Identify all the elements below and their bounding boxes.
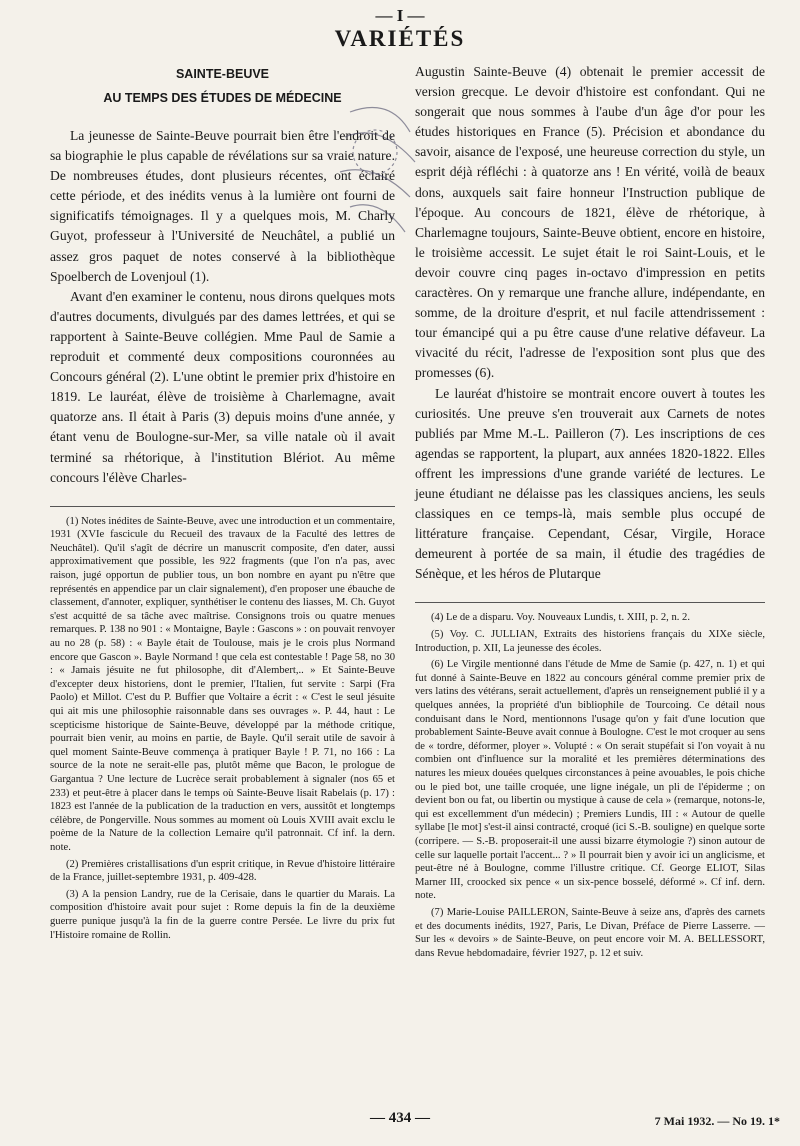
article-title-line2: AU TEMPS DES ÉTUDES DE MÉDECINE: [103, 91, 342, 105]
footnote: (5) Voy. C. JULLIAN, Extraits des historiens français du XIXe siècle, Introduction, p. XII, La jeunesse des écoles.: [415, 629, 765, 654]
left-column: [50, 62, 395, 944]
footnote: (6) Le Virgile mentionné dans l'étude de Mme de Samie (p. 427, n. 1) et qui fut donné à Sainte-Beuve en 1822 au concours général comme premier prix de vers latins des vétérans, serait actuellement, d'après un renseignement publié il y a quelques années, la propriété d'un bibliophile de Tourcoing. Ce détail nous conduisant dans le Nord, mentionnons l'usage qu'on y fait d'une locution que probablement Sainte-Beuve avait connue à Boulogne. C'est le mot croquer au sens de « tordre, déformer, ployer ». Volupté : « On serait stupéfait si l'on voyait à nu combien ont d'influence sur la moralité et les premières déterminations des natures les mieux douées quelques circonstances à peine avouables, le pois chiche ou le pied bot, une taille croquée, une ligne inégale, un pli de l'épiderme ; on devient bon ou fat, ou libertin ou mystique à cause de cela » (remarque, notons-le, qui est excellemment d'un médecin) ; Premiers Lundis, III : « Autour de quelle syllabe [le mot] s'est-il ainsi contracté, croqué (ici S.-B. souligne) en quelque sorte (corripere. — S.-B. proposerait-il une aussi bizarre étymologie ?) sinon autour de celle sur laquelle portait l'accent... ? » Il pourrait bien y avoir ici un anglicisme, et peut-être né à Boulogne, comme l'illustre critique. Cf. George ELIOT, Silas Marner III, croocked six pence « un six-pence bosselé, déformé ». Cf inf. dern. note.: [415, 659, 765, 902]
article-title: [50, 62, 395, 110]
footnote-rule: [415, 602, 765, 603]
body-paragraph: Le lauréat d'histoire se montrait encore ouvert à toutes les curiosités. Une preuve s'en trouverait aux Carnets de notes publiés par Mme M.-L. Pailleron (7). Les inscriptions de ces agendas se rapportent, la plupart, aux années 1820-1822. Elles offrent les impressions d'une grande variété de lectures. Le jeune étudiant ne délaisse pas les classiques anciens, les seuls classiques en ce temps-là, mais semble plus occupé de littérature française. Cependant, César, Virgile, Horace demeurent à portée de sa main, il étudie des tragédies de Sénèque, et les héros de Plutarque: [415, 385, 765, 582]
article-title-line1: SAINTE-BEUVE: [175, 67, 270, 81]
section-rubric: VARIÉTÉS: [334, 26, 466, 51]
bottom-folio: — 434 —: [370, 1110, 430, 1126]
body-paragraph: Augustin Sainte-Beuve (4) obtenait le premier accessit de version grecque. Le devoir d'histoire est confondant. Qui ne songerait que nous sommes à l'aube d'un âge d'or pour les études historiques en France (5). Précision et abondance du savoir, aisance de l'exposé, une heureuse correction du style, un esprit déjà réfléchi : à quatorze ans ! En vérité, voilà de beaux dons, auxquels sait faire honneur l'Instruction publique de l'époque. Au concours de 1821, élève de rhétorique, à Charlemagne toujours, Sainte-Beuve obtient, encore en histoire, le troisième accessit. Le sujet était le roi Saint-Louis, et le devoir couvre cinq pages in-octavo d'impression en petits caractères. On y remarque une franche allure, indépendante, en somme, de la droiture d'esprit, et nul facile attendrissement : tour émancipé qui a pu être cause d'une relative défaveur. La vivacité du récit, l'adresse de l'exposition sont plus que des promesses (6).: [415, 64, 765, 381]
top-folio: — I —: [375, 6, 425, 25]
body-paragraph: La jeunesse de Sainte-Beuve pourrait bien être l'endroit de sa biographie le plus capable de révélations sur sa vraie nature. De nombreuses études, dont plusieurs récentes, ont éclairé cette période, et des inédits venus à la lumière ont fourni de significatifs témoignages. Il y a quelques mois, M. Charly Guyot, professeur à l'Université de Neuchâtel, a publié un assez gros paquet de notes conservé à la bibliothèque Spoelberch de Lovenjoul (1).: [50, 128, 395, 284]
body-paragraph: Avant d'en examiner le contenu, nous dirons quelques mots d'autres documents, divulgués par des dames lettrées, et qui se rapportent à Sainte-Beuve collégien. Mme Paul de Samie a reproduit et commenté deux compositions couronnées au Concours général (2). L'une obtint le premier prix d'histoire en 1819. Le lauréat, élève de troisième à Charlemagne, avait quatorze ans. Il était à Paris (3) depuis moins d'une année, y étant venu de Boulogne-sur-Mer, sa ville natale où il avait terminé sa rhétorique, à l'institution Blériot. Au même concours l'élève Charles-: [50, 288, 395, 485]
footnote: (7) Marie-Louise PAILLERON, Sainte-Beuve à seize ans, d'après des carnets et des documents inédits, 1927, Paris, Le Divan, Préface de Pierre Lasserre. — Sur les « devoirs » de Sainte-Beuve, on peut encore voir M. A. BELLESSORT, dans Revue hebdomadaire, février 1927, p. 12 et suiv.: [415, 906, 765, 959]
issue-dateline: 7 Mai 1932. — No 19. 1*: [654, 1114, 780, 1128]
footnote: (1) Notes inédites de Sainte-Beuve, avec une introduction et un commentaire, 1931 (XVIe fascicule du Recueil des travaux de la Faculté des lettres de Neuchâtel). Qu'il s'agît de décrire un manuscrit composite, d'en dater, aussi approximativement que possible, les 922 fragments (que l'on n'a pas, avec raison, jugé opportun de publier tous, un bon nombre en ayant pu n'être que représentés en appendice par un clair signalement), d'en proposer une ébauche de classement, d'annoter, expliquer, synthétiser le contenu des liasses, M. Ch. Guyot s'est acquitté de sa tâche avec maîtrise. Consignons trois ou quatre menues remarques. P. 138 no 901 : « Montaigne, Bayle : Gascons » : on pouvait renvoyer au no 28 (p. 58) : « Bayle était de Toulouse, mais je le crois plus Normand encore que Gascon ». Bayle Normand ! que cela est contestable ! Page 58, no 30 : « Jamais jésuite ne fut philosophe, dit d'Alembert,.. » Et Sainte-Beuve d'excepter deux historiens, dont le premier, l'Italien, fut servite : Sarpi (Fra Paolo) et Millot. C'est du P. Buffier que Voltaire a écrit : « C'est le seul jésuite qui ait mis une philosophie raisonnable dans ses ouvrages ». P. 44, haut : Le scepticisme historique de Sainte-Beuve, développé par la méthode critique, pourrait bien venir, au moins en partie, de Bayle. Qu'il serait utile de savoir à quel moment Sainte-Beuve commença à pratiquer Bayle ! P. 71, no 166 : La source de la note ne serait-elle pas, plutôt même que Bacon, le prologue de Gargantua ? Une lecture de Lucrèce serait probablement à signaler (nos 65 et 233) et peut-être à placer dans le temps où Sainte-Beuve lisait Rabelais (p. 17) : 1823 est l'année de la publication de la traduction en vers, aussitôt et longtemps célèbre, de Pongerville. Nous sommes au moment où Louis XVIII avait exclu le poème de la Nature de la collection Lemaire qu'il patronnait. Cf inf. la dern. note.: [50, 515, 395, 853]
footnotes-right: [415, 611, 765, 960]
footnotes-left: [50, 515, 395, 942]
footnote: (3) A la pension Landry, rue de la Cerisaie, dans le quartier du Marais. La composition d'histoire avait pour sujet : Rome depuis la fin de la deuxième guerre punique jusqu'à la fin de la guerre contre Persée. Le livre du prix fut l'Histoire romaine de Rollin.: [50, 888, 395, 941]
right-column: [415, 62, 765, 962]
footnote: (2) Premières cristallisations d'un esprit critique, in Revue d'histoire littéraire de la France, juillet-septembre 1931, p. 409-428.: [50, 858, 395, 884]
footnote: (4) Le de a disparu. Voy. Nouveaux Lundis, t. XIII, p. 2, n. 2.: [431, 612, 691, 624]
footnote-rule: [50, 506, 395, 507]
